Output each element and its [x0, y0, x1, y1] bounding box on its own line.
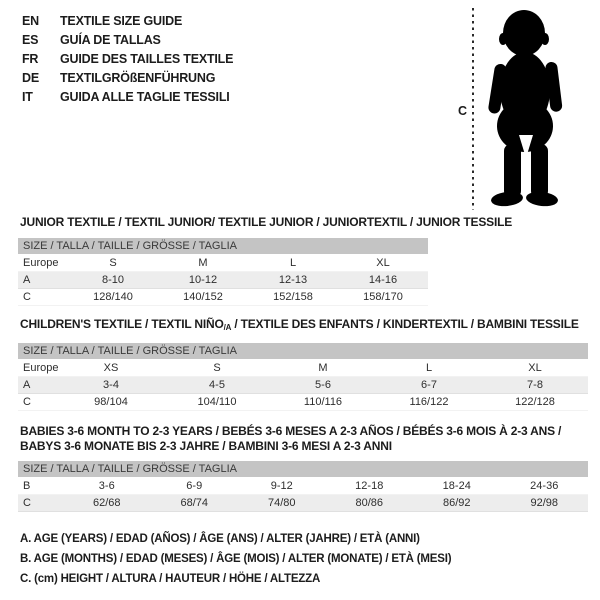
language-code: DE: [22, 71, 39, 85]
height-cell: 140/152: [183, 291, 223, 303]
age-cell: 8-10: [101, 274, 125, 286]
children-size-table: [18, 343, 588, 411]
size-cell: XL: [528, 362, 542, 374]
children-title-post: / TEXTILE DES ENFANTS / KINDERTEXTIL / BAMBINI TESSILE: [231, 317, 579, 331]
age-cell: 18-24: [442, 480, 471, 492]
age-cell: 3-6: [98, 480, 115, 492]
babies-title-line2: BABYS 3-6 MONATE BIS 2-3 JAHRE / BAMBINI 3-6 MESI A 2-3 ANNI: [20, 439, 392, 453]
children-size-header: SIZE / TALLA / TAILLE / GRÖSSE / TAGLIA: [18, 343, 588, 360]
size-cell: M: [198, 257, 208, 269]
height-cell: 152/158: [273, 291, 313, 303]
size-cell: XL: [376, 257, 390, 269]
age-cell: 12-18: [355, 480, 384, 492]
age-cell: 14-16: [368, 274, 398, 286]
row-label: Europe: [23, 257, 59, 269]
row-label: A: [23, 379, 31, 391]
age-cell: 24-36: [530, 480, 559, 492]
children-title-subscript: /A: [223, 323, 232, 332]
age-cell: 6-7: [421, 379, 437, 391]
row-label: Europe: [23, 362, 59, 374]
guide-title-fr: GUIDE DES TAILLES TEXTILE: [60, 52, 234, 66]
children-section-title: [20, 317, 579, 332]
table-row: [18, 377, 588, 394]
junior-section-title: JUNIOR TEXTILE / TEXTIL JUNIOR/ TEXTILE JUNIOR / JUNIORTEXTIL / JUNIOR TESSILE: [20, 215, 513, 229]
table-row: [18, 394, 588, 411]
junior-size-header: SIZE / TALLA / TAILLE / GRÖSSE / TAGLIA: [18, 238, 428, 255]
height-cell: 104/110: [197, 396, 237, 408]
language-code: EN: [22, 14, 39, 28]
language-row-fr: [22, 50, 233, 69]
table-row: [18, 478, 588, 495]
note-age-months: B. AGE (MONTHS) / EDAD (MESES) / ÂGE (MOIS) / ALTER (MONATE) / ETÀ (MESI): [20, 553, 452, 565]
size-cell: XS: [103, 362, 119, 374]
age-cell: 6-9: [186, 480, 203, 492]
language-code: ES: [22, 33, 39, 47]
size-cell: L: [289, 257, 297, 269]
age-cell: 7-8: [527, 379, 543, 391]
babies-size-header: SIZE / TALLA / TAILLE / GRÖSSE / TAGLIA: [18, 461, 588, 478]
height-cell: 158/170: [363, 291, 403, 303]
age-cell: 5-6: [315, 379, 331, 391]
height-cell: 116/122: [409, 396, 449, 408]
age-cell: 10-12: [188, 274, 218, 286]
height-cell: 80/86: [355, 497, 384, 509]
babies-size-table: [18, 461, 588, 512]
height-measure-line: [472, 8, 474, 210]
row-label: C: [23, 396, 31, 408]
row-label: B: [23, 480, 31, 492]
children-title-pre: CHILDREN'S TEXTILE / TEXTIL NIÑO: [20, 317, 224, 331]
height-cell: 62/68: [92, 497, 121, 509]
language-row-de: [22, 69, 233, 88]
babies-title-line1: BABIES 3-6 MONTH TO 2-3 YEARS / BEBÉS 3-6 MESES A 2-3 AÑOS / BÉBÉS 3-6 MOIS À 2-3 ANS /: [20, 424, 562, 438]
age-cell: 4-5: [209, 379, 225, 391]
baby-silhouette-icon: [478, 8, 574, 208]
age-cell: 3-4: [103, 379, 119, 391]
language-code: FR: [22, 52, 39, 66]
height-cell: 128/140: [93, 291, 133, 303]
age-cell: 9-12: [270, 480, 293, 492]
note-age-years: A. AGE (YEARS) / EDAD (AÑOS) / ÂGE (ANS) / ALTER (JAHRE) / ETÀ (ANNI): [20, 533, 420, 545]
age-cell: 12-13: [278, 274, 308, 286]
legend-notes: [20, 529, 451, 589]
height-cell: 122/128: [515, 396, 555, 408]
junior-size-table: [18, 238, 428, 306]
row-label: C: [23, 497, 31, 509]
row-label: C: [23, 291, 31, 303]
height-measure-label: C: [458, 104, 468, 118]
guide-title-de: TEXTILGRÖßENFÜHRUNG: [60, 71, 216, 85]
language-row-es: [22, 31, 233, 50]
language-row-en: [22, 12, 233, 31]
note-height-cm: C. (cm) HEIGHT / ALTURA / HAUTEUR / HÖHE / ALTEZZA: [20, 573, 321, 585]
table-row: [18, 255, 428, 272]
table-row: [18, 495, 588, 512]
height-cell: 86/92: [442, 497, 471, 509]
size-cell: M: [318, 362, 328, 374]
guide-title-it: GUIDA ALLE TAGLIE TESSILI: [60, 90, 230, 104]
row-label: A: [23, 274, 31, 286]
height-cell: 98/104: [94, 396, 128, 408]
language-code: IT: [22, 90, 33, 104]
height-cell: 92/98: [530, 497, 559, 509]
babies-section-title: [20, 424, 562, 454]
height-cell: 110/116: [303, 396, 343, 408]
language-row-it: [22, 88, 233, 107]
size-cell: L: [425, 362, 433, 374]
height-cell: 68/74: [180, 497, 209, 509]
table-row: [18, 289, 428, 306]
language-list: [22, 12, 233, 107]
size-cell: S: [213, 362, 221, 374]
size-cell: S: [109, 257, 117, 269]
table-row: [18, 360, 588, 377]
height-cell: 74/80: [267, 497, 296, 509]
guide-title-en: TEXTILE SIZE GUIDE: [60, 14, 183, 28]
guide-title-es: GUÍA DE TALLAS: [60, 33, 161, 47]
table-row: [18, 272, 428, 289]
